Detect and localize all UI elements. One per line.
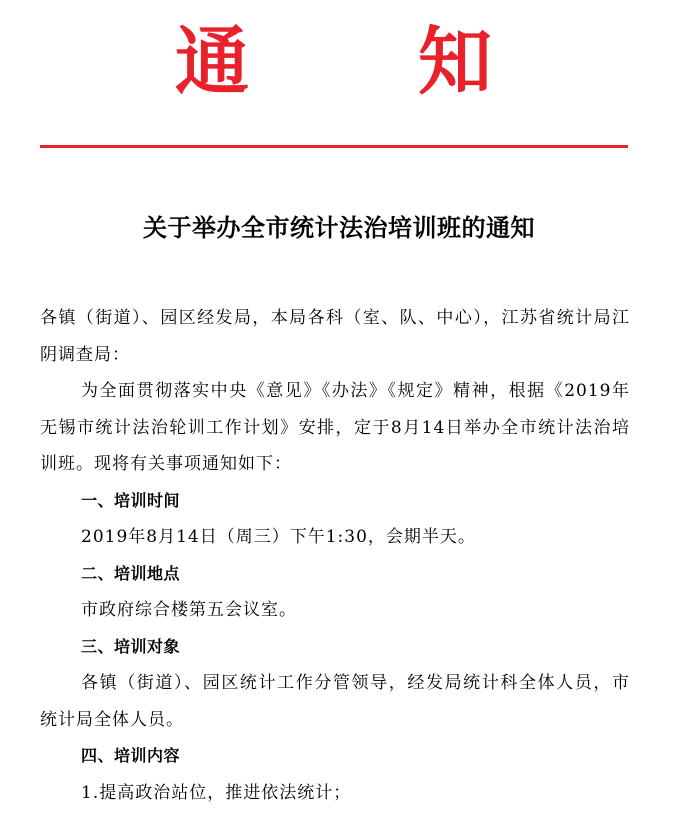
intro-paragraph: 为全面贯彻落实中央《意见》《办法》《规定》精神，根据《2019年无锡市统计法治轮训工作计划》安排，定于8月14日举办全市统计法治培训班。现将有关事项通知如下： [40,381,630,474]
salutation-paragraph: 各镇（街道）、园区经发局，本局各科（室、队、中心），江苏省统计局江阴调查局： [40,308,630,365]
document-body [40,300,630,811]
notice-header [0,12,678,112]
header-char-zhi: 知 [418,19,492,105]
section-text-location: 市政府综合楼第五会议室。 [81,600,297,620]
header-char-tong: 通 [175,19,249,105]
section-heading-time: 一、培训时间 [81,490,181,510]
section-text-time: 2019年8月14日（周三）下午1:30，会期半天。 [81,527,476,547]
red-divider-line [40,145,628,148]
section-heading-content: 四、培训内容 [81,746,181,765]
section-text-audience: 各镇（街道）、园区统计工作分管领导，经发局统计科全体人员，市统计局全体人员。 [40,673,630,730]
section-item-content-1: 1.提高政治站位，推进依法统计； [81,782,352,803]
document-title: 关于举办全市统计法治培训班的通知 [143,214,535,242]
section-heading-audience: 三、培训对象 [81,636,181,656]
section-heading-location: 二、培训地点 [81,563,181,583]
